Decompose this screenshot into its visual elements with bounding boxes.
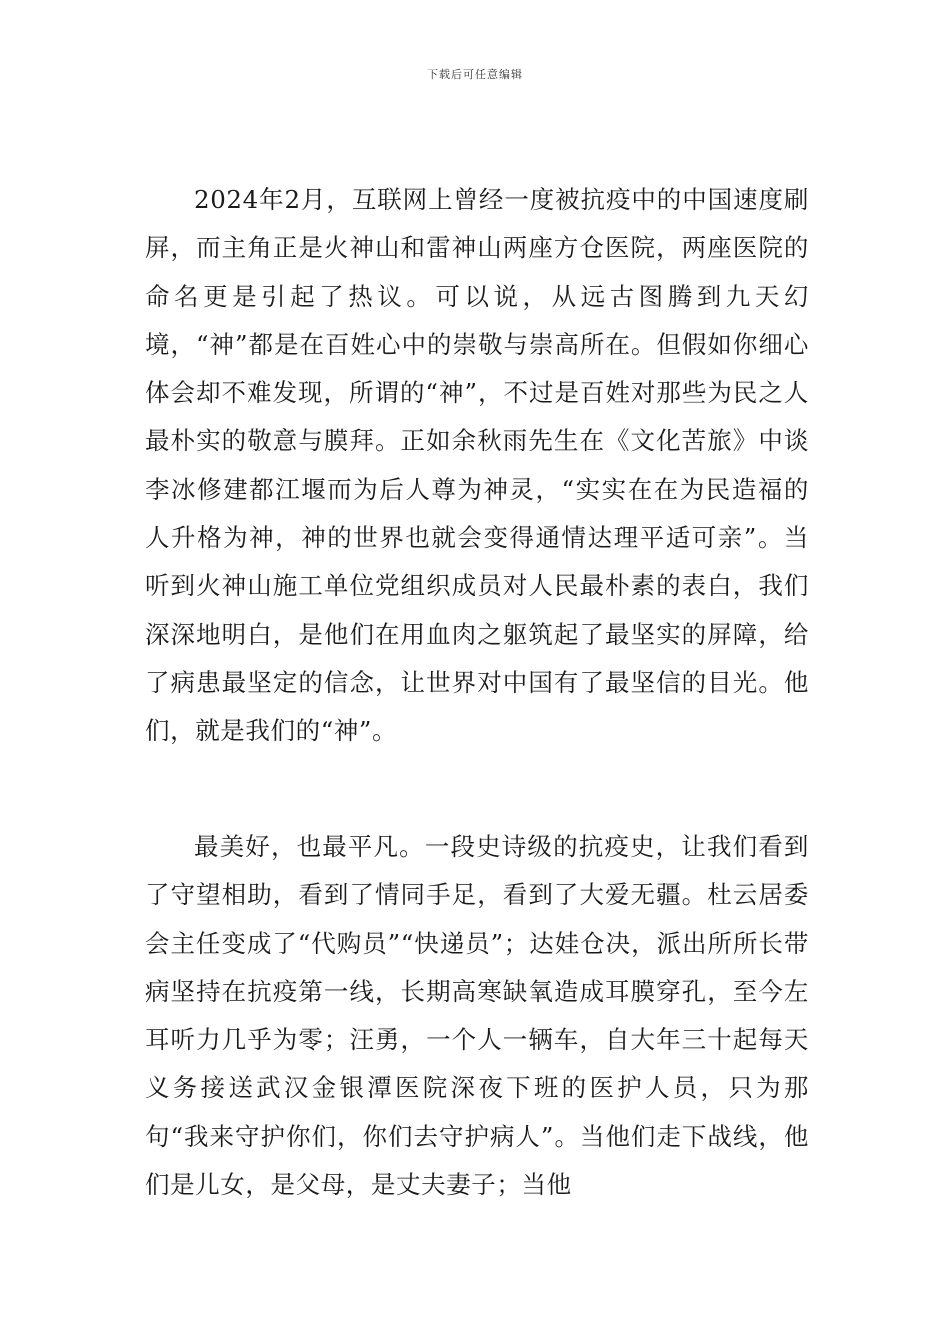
page-header-note: 下载后可任意编辑 <box>427 68 523 81</box>
paragraph-2: 最美好，也最平凡。一段史诗级的抗疫史，让我们看到了守望相助，看到了情同手足，看到了大爱无疆。杜云居委会主任变成了“代购员”“快递员”；达娃仓决，派出所所长带病坚持在抗疫第一线，长期高寒缺氧造成耳膜穿孔，至今左耳听力几乎为零；汪勇，一个人一辆车，自大年三十起每天义务接送武汉金银潭医院深夜下班的医护人员，只为那句“我来守护你们，你们去守护病人”。当他们走下战线，他们是儿女，是父母，是丈夫妻子；当他 <box>145 832 809 1200</box>
paragraph-block-1 <box>145 176 809 756</box>
paragraph-block-2 <box>145 823 809 1209</box>
paragraph-1: 2024年2月，互联网上曾经一度被抗疫中的中国速度刷屏，而主角正是火神山和雷神山两座方仓医院，两座医院的命名更是引起了热议。可以说，从远古图腾到九天幻境，“神”都是在百姓心中的崇敬与崇高所在。但假如你细心体会却不难发现，所谓的“神”，不过是百姓对那些为民之人最朴实的敬意与膜拜。正如余秋雨先生在《文化苦旅》中谈李冰修建都江堰而为后人尊为神灵，“实实在在为民造福的人升格为神，神的世界也就会变得通情达理平适可亲”。当听到火神山施工单位党组织成员对人民最朴素的表白，我们深深地明白，是他们在用血肉之躯筑起了最坚实的屏障，给了病患最坚定的信念，让世界对中国有了最坚信的目光。他们，就是我们的“神”。 <box>145 185 809 746</box>
